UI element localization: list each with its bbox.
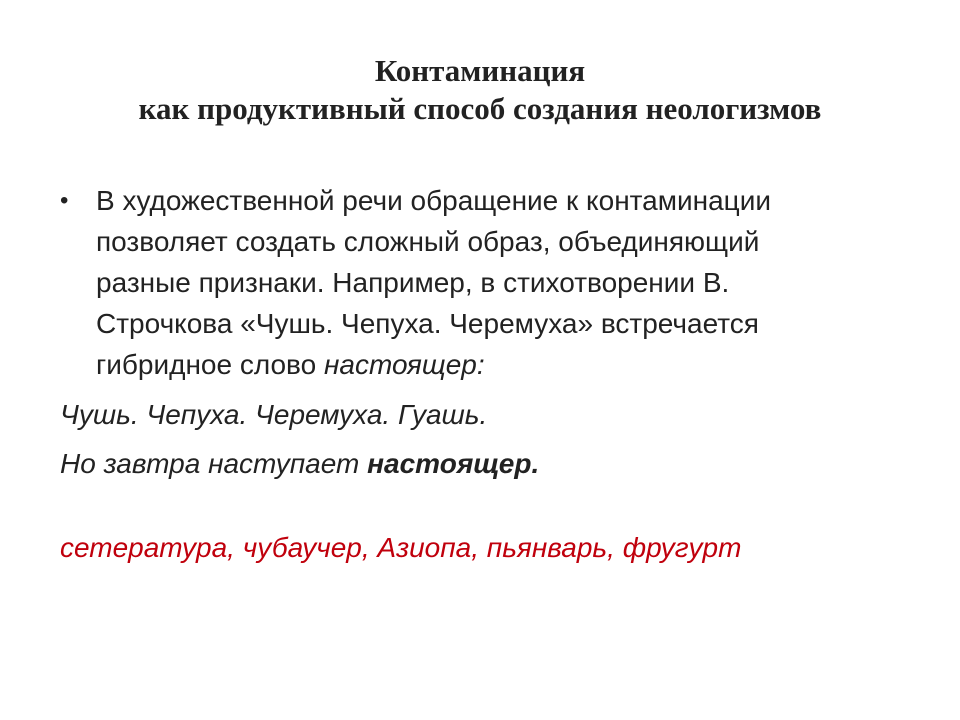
bullet-text [96,180,920,385]
bullet-marker: • [60,187,69,214]
slide-title [0,52,960,128]
bullet-line-last [96,344,920,385]
bullet-last-prefix: гибридное слово [96,349,324,380]
quote-bold-word: настоящер. [367,448,540,479]
quote-line-2 [60,443,920,484]
examples-line: сетература, чубаучер, Азиопа, пьянварь, фругурт [60,532,742,563]
bullet-line: Строчкова «Чушь. Чепуха. Черемуха» встречается [96,308,759,339]
bullet-line: В художественной речи обращение к контаминации [96,185,771,216]
bullet-line: позволяет создать сложный образ, объединяющий [96,226,760,257]
hybrid-word: настоящер: [323,349,485,380]
title-line-2: как продуктивный способ создания неологизмов [138,91,822,126]
slide-body [60,180,920,568]
quote-line-2-prefix: Но завтра наступает [60,448,368,479]
quote-line-1: Чушь. Чепуха. Черемуха. Гуашь. [60,399,488,430]
bullet-line: разные признаки. Например, в стихотворении В. [96,267,730,298]
title-line-1: Контаминация [374,53,586,88]
bullet-item [60,180,920,385]
